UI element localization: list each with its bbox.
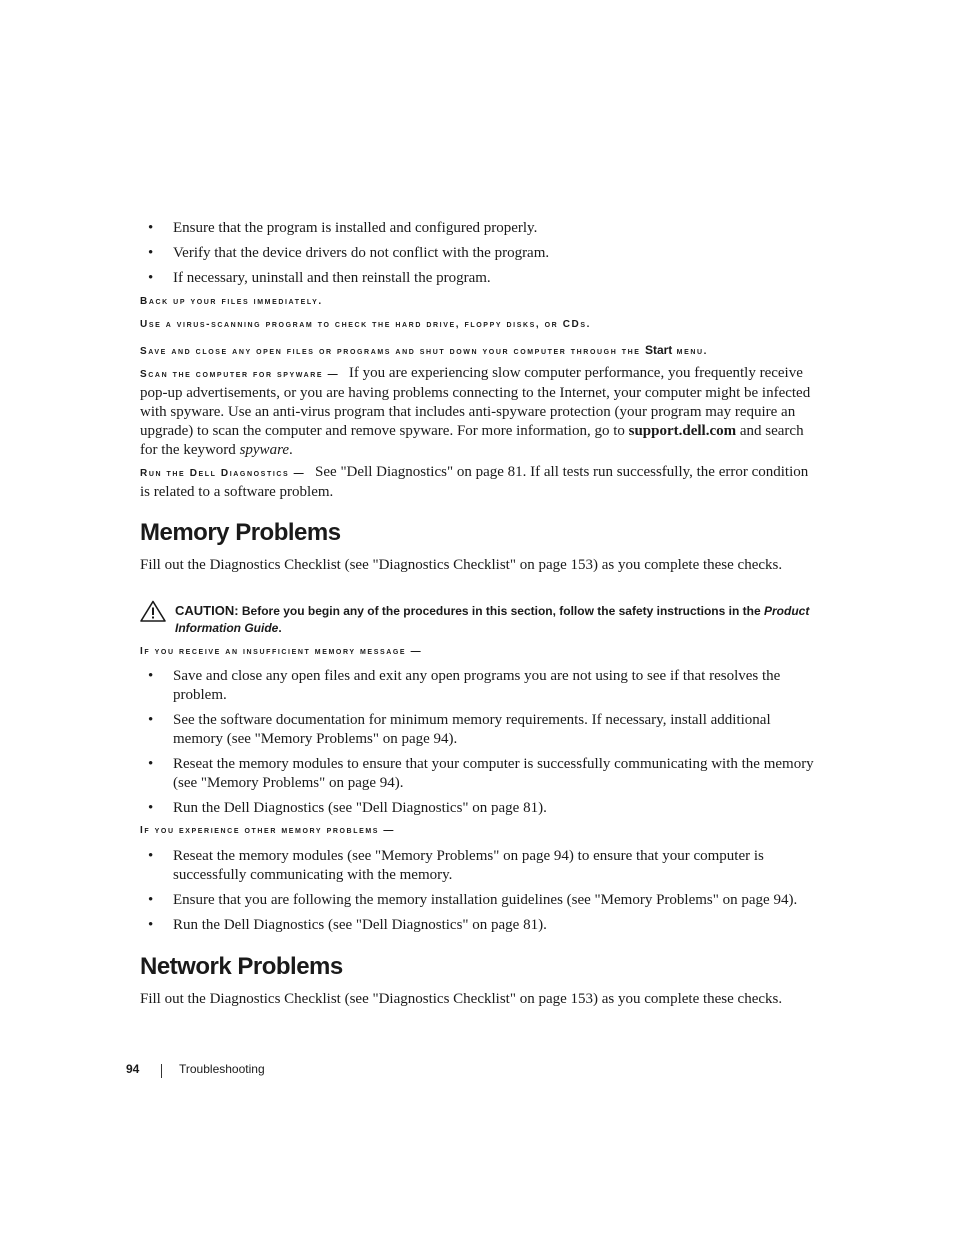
list-item: • See the software documentation for minimum memory requirements. If necessary, install additional memory (see "Memory Problems" on page 94). (140, 711, 820, 749)
step-save-close (140, 343, 820, 357)
list-item: • Save and close any open files and exit any open programs you are not using to see if that resolves the problem. (140, 667, 820, 705)
program-bullet-list (140, 219, 820, 294)
caution-label: CAUTION: (175, 603, 239, 618)
step-save-close-prefix: Save and close any open files or programs and shut down your computer through the (140, 346, 641, 357)
start-menu-label: Start (644, 343, 673, 357)
list-item: • Verify that the device drivers do not conflict with the program. (140, 244, 820, 263)
memory-intro: Fill out the Diagnostics Checklist (see "Diagnostics Checklist" on page 153) as you complete these checks. (140, 557, 783, 573)
step-spyware-text: If you are experiencing slow computer performance, you frequently receive pop-up advertisements, or you are having problems connecting to the Internet, your computer might be infected with spyware. Use an anti-virus program that includes anti-spyware protection (your program may require an upgrade) to scan the computer and remove spyware. For more information, go to (140, 365, 811, 439)
step-diagnostics-lead: Run the Dell Diagnostics — (140, 468, 306, 479)
caution-guide-title: Product Information Guide (175, 604, 810, 635)
memory-heading: Memory Problems (140, 519, 341, 546)
page-number: 94 (126, 1062, 140, 1076)
list-item: • Ensure that you are following the memory installation guidelines (see "Memory Problems" on page 94). (140, 891, 830, 910)
step-spyware-end: . (289, 442, 293, 458)
spyware-keyword: spyware (239, 442, 290, 458)
support-link[interactable]: support.dell.com (628, 423, 737, 439)
step-spyware (140, 364, 815, 460)
list-item: • Reseat the memory modules (see "Memory Problems" on page 94) to ensure that your computer is successfully communicating with the memory. (140, 847, 830, 885)
footer-divider (161, 1064, 162, 1078)
insufficient-memory-list (140, 667, 820, 824)
footer-section-title: Troubleshooting (179, 1062, 265, 1076)
step-save-close-suffix: menu. (676, 346, 709, 357)
step-spyware-text-2: and search for the keyword (140, 423, 804, 458)
network-heading: Network Problems (140, 953, 343, 980)
network-intro: Fill out the Diagnostics Checklist (see "Diagnostics Checklist" on page 153) as you complete these checks. (140, 991, 783, 1007)
insufficient-memory-heading: If you receive an insufficient memory message — (140, 646, 423, 657)
page-footer (126, 1062, 265, 1076)
list-item: • Reseat the memory modules to ensure that your computer is successfully communicating with the memory (see "Memory Problems" on page 94). (140, 755, 820, 793)
list-item: • Ensure that the program is installed and configured properly. (140, 219, 820, 238)
step-spyware-lead: Scan the computer for spyware — (140, 369, 340, 380)
list-item: • If necessary, uninstall and then reinstall the program. (140, 269, 820, 288)
list-item: • Run the Dell Diagnostics (see "Dell Diagnostics" on page 81). (140, 799, 820, 818)
list-item: • Run the Dell Diagnostics (see "Dell Diagnostics" on page 81). (140, 916, 830, 935)
step-diagnostics-text: See "Dell Diagnostics" on page 81. If all tests run successfully, the error condition is related to a software problem. (140, 464, 809, 500)
other-memory-heading: If you experience other memory problems — (140, 825, 396, 836)
other-memory-list (140, 847, 830, 941)
step-diagnostics (140, 463, 815, 502)
caution-body: Before you begin any of the procedures in this section, follow the safety instructions in the (241, 604, 761, 618)
caution-end: . (278, 621, 282, 635)
caution-text (175, 602, 820, 637)
step-backup: Back up your files immediately. (140, 296, 323, 307)
step-virus-scan: Use a virus-scanning program to check the hard drive, floppy disks, or CDs. (140, 319, 592, 330)
warning-triangle-icon (140, 600, 166, 622)
